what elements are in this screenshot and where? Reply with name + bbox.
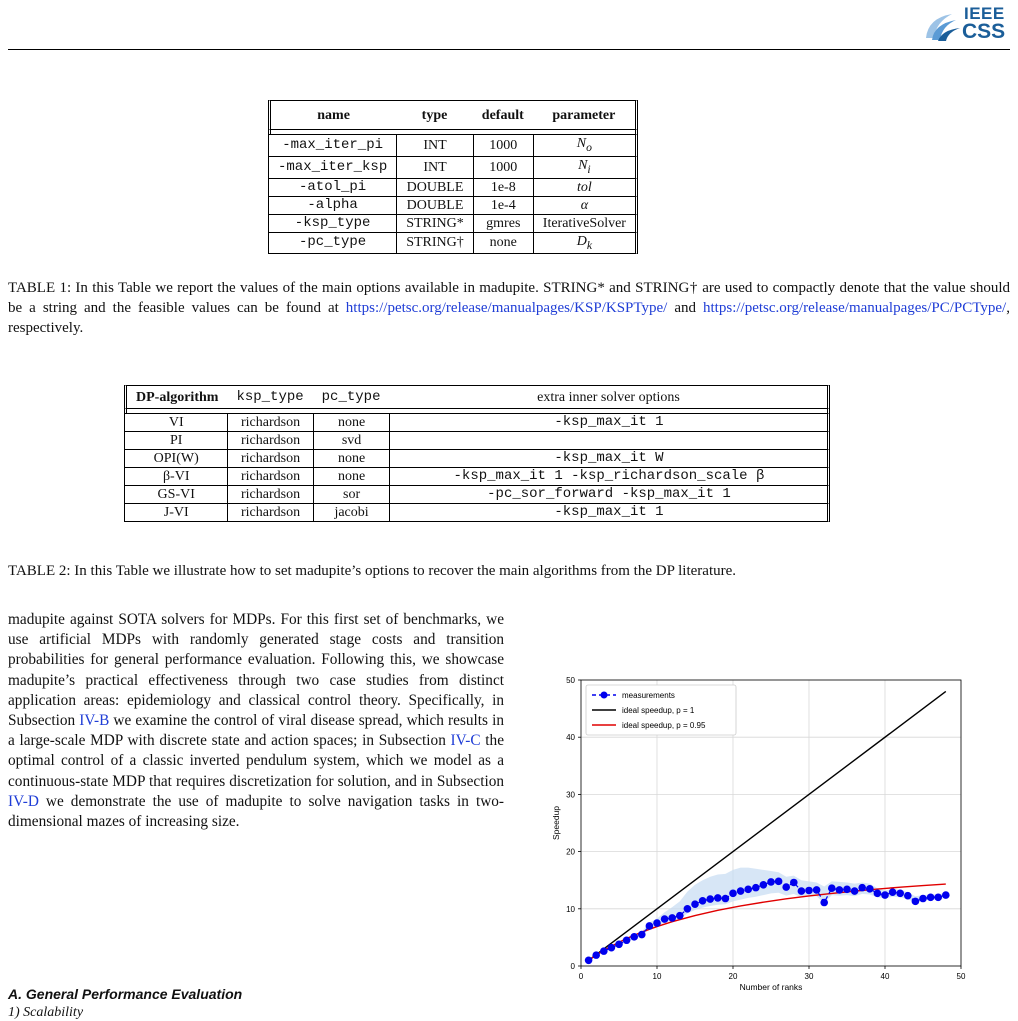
- x-tick-label: 0: [578, 972, 584, 981]
- algorithm-cell: J-VI: [124, 504, 227, 522]
- section-heading: A. General Performance Evaluation: [8, 986, 243, 1002]
- measurement-point: [820, 899, 828, 907]
- option-default-cell: 1000: [473, 134, 533, 157]
- option-default-cell: 1e-8: [473, 179, 533, 197]
- table-row: [124, 504, 830, 522]
- x-axis-label: Number of ranks: [739, 982, 803, 992]
- ksp-type-cell: richardson: [227, 504, 312, 522]
- pc-type-cell: svd: [313, 432, 390, 450]
- column-header-extra-options: extra inner solver options: [389, 385, 830, 409]
- measurement-point: [805, 887, 813, 895]
- measurement-point: [775, 878, 783, 886]
- ksp-type-cell: richardson: [227, 450, 312, 468]
- option-type-cell: DOUBLE: [396, 197, 473, 215]
- body-text-3: the optimal control of a classic inverted pendulum system, which we model as a continuous-state MDP that requires discretization for solution, and in Subsection: [8, 732, 504, 790]
- column-header-default: default: [473, 100, 533, 130]
- extra-options-cell: -ksp_max_it 1: [389, 413, 830, 432]
- table1-caption: [8, 278, 1010, 338]
- measurement-point: [646, 922, 654, 930]
- ref-iv-c-link[interactable]: IV-C: [450, 732, 481, 750]
- table-row: [124, 450, 830, 468]
- measurement-point: [889, 888, 897, 896]
- logo-text-bottom: CSS: [962, 20, 1006, 43]
- option-type-cell: DOUBLE: [396, 179, 473, 197]
- measurement-point: [630, 933, 638, 941]
- measurement-point: [653, 919, 661, 927]
- measurement-point: [866, 885, 874, 893]
- option-type-cell: INT: [396, 134, 473, 157]
- table-row: [268, 215, 638, 233]
- option-name-cell: -max_iter_ksp: [268, 157, 396, 179]
- legend-label: ideal speedup, p = 1: [622, 706, 695, 715]
- table-row: [268, 197, 638, 215]
- column-header-name: name: [268, 100, 396, 130]
- measurement-point: [608, 944, 616, 952]
- legend-label: ideal speedup, p = 0.95: [622, 721, 706, 730]
- option-type-cell: STRING†: [396, 233, 473, 255]
- logo-swirl-icon: [922, 8, 962, 44]
- measurement-point: [828, 884, 836, 892]
- measurement-point: [752, 884, 760, 892]
- table-row: [124, 468, 830, 486]
- option-parameter-cell: α: [533, 197, 638, 215]
- column-header-type: type: [396, 100, 473, 130]
- measurement-point: [927, 894, 935, 902]
- algorithm-cell: OPI(W): [124, 450, 227, 468]
- measurement-point: [691, 900, 699, 908]
- column-header-dp-algorithm: DP-algorithm: [124, 385, 227, 409]
- option-parameter-cell: $N_o$: [533, 134, 638, 157]
- option-name-cell: -pc_type: [268, 233, 396, 255]
- option-default-cell: 1000: [473, 157, 533, 179]
- option-parameter-cell: $D_k$: [533, 233, 638, 255]
- measurement-point: [585, 956, 593, 964]
- logo-text-top: IEEE: [964, 4, 1005, 23]
- measurement-point: [858, 884, 866, 892]
- caption1-text: TABLE 1: In this Table we report the values of the main options available in madupite. STRING* and STRING† are used to compactly denote that the value should be a string and the feasible values can be found at: [8, 280, 1010, 316]
- y-tick-label: 10: [566, 904, 575, 914]
- measurement-point: [714, 894, 722, 902]
- measurement-point: [813, 886, 821, 894]
- measurement-point: [843, 886, 851, 894]
- measurement-point: [919, 895, 927, 903]
- y-tick-label: 50: [566, 676, 575, 685]
- ksp-type-cell: richardson: [227, 432, 312, 450]
- ksp-type-cell: richardson: [227, 413, 312, 432]
- measurement-point: [881, 891, 889, 899]
- measurement-point: [623, 936, 631, 944]
- x-tick-label: 20: [728, 972, 738, 981]
- measurement-point: [874, 890, 882, 898]
- table2-caption: TABLE 2: In this Table we illustrate how to set madupite’s options to recover the main algorithms from the DP literature.: [8, 563, 737, 579]
- measurement-point: [760, 881, 768, 889]
- table-row: [124, 413, 830, 432]
- measurement-point: [699, 897, 707, 905]
- ksp-type-cell: richardson: [227, 486, 312, 504]
- measurement-point: [744, 886, 752, 894]
- measurement-point: [904, 892, 912, 900]
- options-table: [268, 100, 638, 254]
- header-rule: [8, 49, 1010, 50]
- table-header-row: [268, 100, 638, 130]
- extra-options-cell: -ksp_max_it 1 -ksp_richardson_scale β: [389, 468, 830, 486]
- x-tick-label: 10: [652, 972, 662, 981]
- option-type-cell: STRING*: [396, 215, 473, 233]
- pc-type-cell: none: [313, 450, 390, 468]
- body-text-2: we examine the control of viral disease spread, which results in a large-scale MDP with discrete state and action spaces; in Subsection: [8, 712, 504, 750]
- table-row: [124, 432, 830, 450]
- option-default-cell: 1e-4: [473, 197, 533, 215]
- table2-body: [124, 413, 830, 522]
- measurement-point: [851, 887, 859, 895]
- option-parameter-cell: $N_i$: [533, 157, 638, 179]
- legend-label: measurements: [622, 691, 675, 700]
- ieee-css-logo: [922, 4, 1014, 46]
- subsection-heading: 1) Scalability: [8, 1005, 84, 1020]
- measurement-point: [615, 940, 623, 948]
- extra-options-cell: -ksp_max_it 1: [389, 504, 830, 522]
- y-tick-label: 20: [566, 847, 575, 857]
- caption1-and: and: [667, 300, 704, 316]
- measurement-point: [676, 912, 684, 920]
- table-row: [268, 134, 638, 157]
- y-axis-label: Speedup: [551, 805, 561, 841]
- extra-options-cell: -pc_sor_forward -ksp_max_it 1: [389, 486, 830, 504]
- option-name-cell: -alpha: [268, 197, 396, 215]
- legend-marker: [601, 692, 608, 699]
- column-header-pc-type: pc_type: [313, 385, 390, 409]
- x-tick-label: 50: [956, 972, 966, 981]
- option-default-cell: gmres: [473, 215, 533, 233]
- measurement-point: [896, 890, 904, 898]
- speedup-chart: [545, 670, 975, 1002]
- extra-options-cell: -ksp_max_it W: [389, 450, 830, 468]
- table-header-row: [124, 385, 830, 409]
- algorithm-cell: GS-VI: [124, 486, 227, 504]
- body-text-4: we demonstrate the use of madupite to solve navigation tasks in two-dimensional mazes of increasing size.: [8, 792, 504, 831]
- body-text-1: madupite against SOTA solvers for MDPs. For this first set of benchmarks, we use artificial MDPs with randomly generated stage costs and transition probabilities for general performance evaluation. Following this, we showcase madupite’s practical effectiveness through two case studies from distinct application areas: epidemiology and classical control theory. Specifically, in Subsection: [8, 611, 504, 730]
- table-row: [268, 179, 638, 197]
- measurement-point: [722, 895, 730, 903]
- y-tick-label: 30: [566, 790, 575, 800]
- y-tick-label: 0: [570, 962, 575, 971]
- option-parameter-cell: tol: [533, 179, 638, 197]
- pc-type-cell: sor: [313, 486, 390, 504]
- measurement-point: [912, 898, 920, 906]
- caption1-tail: , respectively.: [8, 300, 1010, 336]
- measurement-point: [790, 879, 798, 887]
- measurement-point: [668, 914, 676, 922]
- measurement-point: [836, 886, 844, 894]
- pc-type-link[interactable]: https://petsc.org/release/manualpages/PC/PCType/: [703, 300, 1007, 316]
- ksp-type-cell: richardson: [227, 468, 312, 486]
- ref-iv-b-link[interactable]: IV-B: [79, 712, 110, 730]
- dp-algorithms-table: [124, 385, 830, 522]
- option-type-cell: INT: [396, 157, 473, 179]
- extra-options-cell: [389, 432, 830, 450]
- pc-type-cell: none: [313, 468, 390, 486]
- algorithm-cell: VI: [124, 413, 227, 432]
- measurement-point: [661, 915, 669, 923]
- measurement-point: [600, 947, 608, 955]
- option-name-cell: -atol_pi: [268, 179, 396, 197]
- column-header-parameter: parameter: [533, 100, 638, 130]
- option-parameter-cell: IterativeSolver: [533, 215, 638, 233]
- pc-type-cell: jacobi: [313, 504, 390, 522]
- measurement-point: [934, 894, 942, 902]
- x-tick-label: 30: [804, 972, 814, 981]
- pc-type-cell: none: [313, 413, 390, 432]
- x-tick-label: 40: [880, 972, 890, 981]
- table-row: [268, 233, 638, 255]
- algorithm-cell: PI: [124, 432, 227, 450]
- table-row: [268, 157, 638, 179]
- ksp-type-link[interactable]: https://petsc.org/release/manualpages/KSP/KSPType/: [345, 300, 668, 316]
- algorithm-cell: β-VI: [124, 468, 227, 486]
- measurement-point: [782, 883, 790, 891]
- measurement-point: [798, 887, 806, 895]
- measurement-point: [706, 895, 714, 903]
- measurement-point: [737, 887, 745, 895]
- measurement-point: [684, 905, 692, 913]
- y-tick-label: 40: [566, 733, 575, 743]
- table-row: [124, 486, 830, 504]
- column-header-ksp-type: ksp_type: [227, 385, 312, 409]
- measurement-point: [592, 951, 600, 959]
- body-paragraph: [8, 610, 504, 832]
- option-name-cell: -ksp_type: [268, 215, 396, 233]
- measurement-point: [729, 890, 737, 898]
- measurement-point: [942, 891, 950, 899]
- option-default-cell: none: [473, 233, 533, 255]
- measurement-point: [767, 878, 775, 886]
- option-name-cell: -max_iter_pi: [268, 134, 396, 157]
- measurement-point: [638, 931, 646, 939]
- ref-iv-d-link[interactable]: IV-D: [8, 792, 39, 810]
